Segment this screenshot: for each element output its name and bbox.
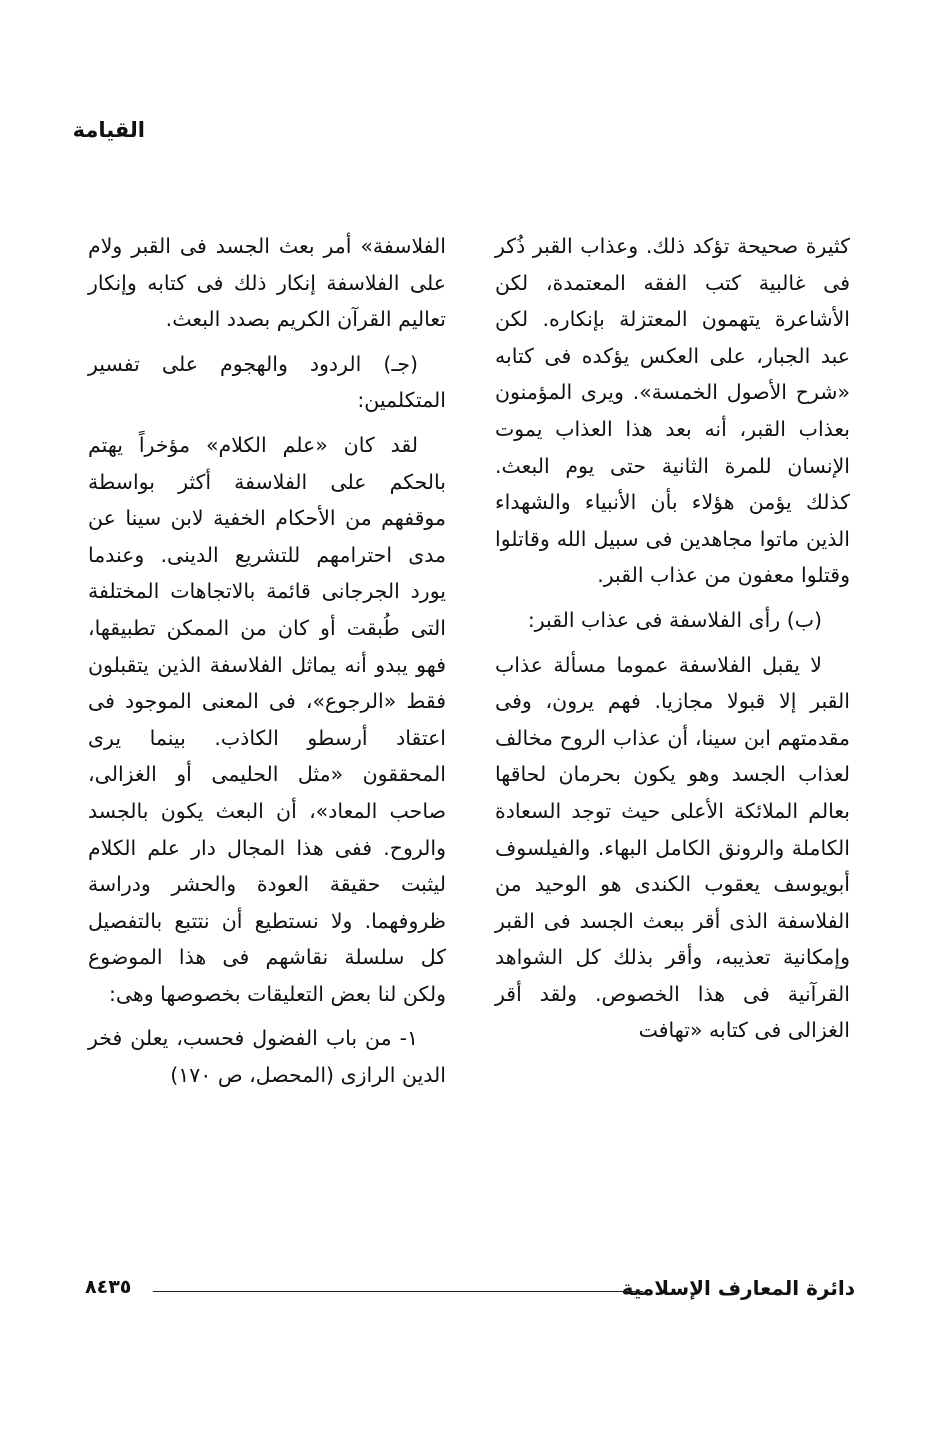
footer-divider	[153, 1291, 643, 1292]
section-heading-b: (ب) رأى الفلاسفة فى عذاب القبر:	[527, 607, 822, 632]
section-heading-c: (جـ) الردود والهجوم على تفسير المتكلمين:	[88, 351, 446, 413]
paragraph: الفلاسفة» أمر بعث الجسد فى القبر ولام على الفلاسفة إنكار ذلك فى كتابه وإنكار تعاليم القرآن الكريم بصدد البعث.	[88, 234, 446, 332]
running-title: القيامة	[72, 118, 145, 142]
paragraph: لا يقبل الفلاسفة عموما مسألة عذاب القبر إلا قبولا مجازيا. فهم يرون، وفى مقدمتهم ابن سينا، أن عذاب الروح مخالف لعذاب الجسد وهو يكون بحرمان لحاقها بعالم الملائكة الأعلى حيث توجد السعادة الكاملة والرونق الكامل البهاء. والفيلسوف أبويوسف يعقوب الكندى هو الوحيد من الفلاسفة الذى أقر ببعث الجسد فى القبر وإمكانية تعذيبه، وأقر بذلك كل الشواهد القرآنية فى هذا الخصوص. ولقد أقر الغزالى فى كتابه «تهافت	[495, 652, 850, 1043]
left-column	[88, 228, 446, 1094]
paragraph: ١- من باب الفضول فحسب، يعلن فخر الدين الرازى (المحصل، ص ١٧٠)	[88, 1026, 446, 1088]
page-footer	[85, 1276, 855, 1310]
paragraph: كثيرة صحيحة تؤكد ذلك. وعذاب القبر ذُكر فى غالبية كتب الفقه المعتمدة، لكن الأشاعرة يتهمون المعتزلة بإنكاره. لكن عبد الجبار، على العكس يؤكده فى كتابه «شرح الأصول الخمسة». ويرى المؤمنون بعذاب القبر، أنه بعد هذا العذاب يموت الإنسان للمرة الثانية حتى يوم البعث. كذلك يؤمن هؤلاء بأن الأنبياء والشهداء الذين ماتوا مجاهدين فى سبيل الله وقاتلوا وقتلوا معفون من عذاب القبر.	[495, 234, 850, 588]
page-number: ٨٤٣٥	[85, 1276, 132, 1298]
encyclopedia-title: دائرة المعارف الإسلامية	[621, 1276, 855, 1300]
right-column	[495, 228, 850, 1049]
paragraph: لقد كان «علم الكلام» مؤخراً يهتم بالحكم على الفلاسفة أكثر بواسطة موقفهم من الأحكام الخفية لابن سينا عن مدى احترامهم للتشريع الدينى. وعندما يورد الجرجانى قائمة بالاتجاهات المختلفة التى طُبقت أو كان من الممكن تطبيقها، فهو يبدو أنه يماثل الفلاسفة الذين يتقبلون فقط «الرجوع»، فى المعنى الموجود فى اعتقاد أرسطو الكاذب. بينما يرى المحققون «مثل الحليمى أو الغزالى، صاحب المعاد»، أن البعث يكون بالجسد والروح. ففى هذا المجال دار علم الكلام ليثبت حقيقة العودة والحشر ودراسة ظروفهما. ولا نستطيع أن نتتبع بالتفصيل كل سلسلة نقاشهم فى هذا الموضوع ولكن لنا بعض التعليقات بخصوصها وهى:	[88, 432, 446, 1006]
